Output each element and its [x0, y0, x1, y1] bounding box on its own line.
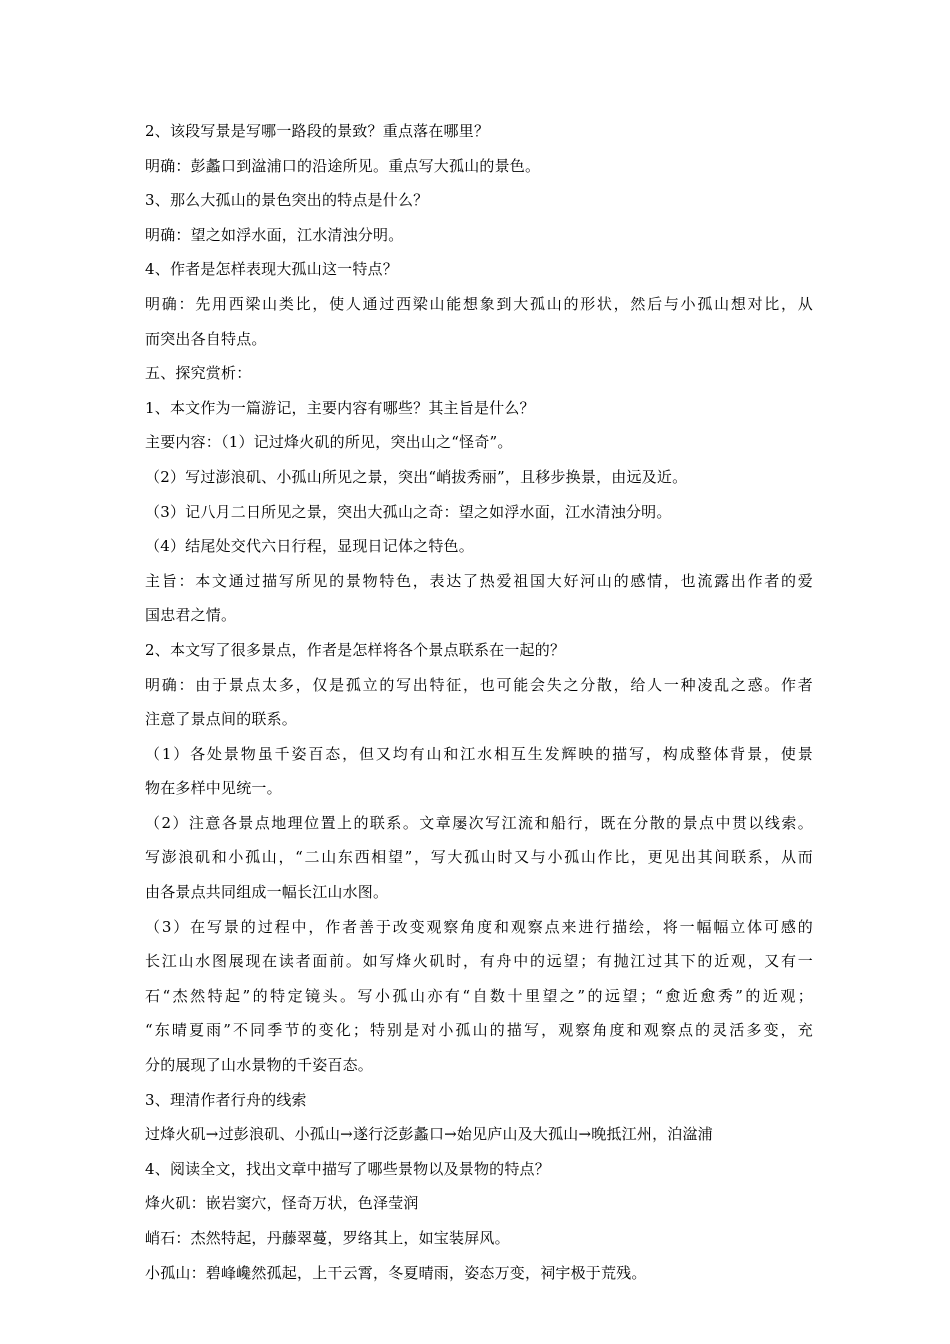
- text-line: 长江山水图展现在读者面前。如写烽火矶时，有舟中的远望；有抛江过其下的近观，又有一: [145, 952, 813, 971]
- text-line: 注意了景点间的联系。: [145, 710, 298, 729]
- text-line: 明确：彭蠡口到湓浦口的沿途所见。重点写大孤山的景色。: [145, 156, 541, 175]
- text-line: （2）注意各景点地理位置上的联系。文章屡次写江流和船行，既在分散的景点中贯以线索。: [145, 813, 813, 832]
- text-line: 而突出各自特点。: [145, 329, 267, 348]
- text-line: 明确：望之如浮水面，江水清浊分明。: [145, 225, 404, 244]
- text-line: 2、本文写了很多景点，作者是怎样将各个景点联系在一起的？: [145, 640, 566, 659]
- text-line: 3、那么大孤山的景色突出的特点是什么？: [145, 191, 429, 210]
- text-line: 4、阅读全文，找出文章中描写了哪些景物以及景物的特点？: [145, 1159, 550, 1178]
- text-line: 1、本文作为一篇游记，主要内容有哪些？其主旨是什么？: [145, 398, 535, 417]
- text-line: 五、探究赏析：: [145, 364, 252, 383]
- text-line: （2）写过澎浪矶、小孤山所见之景，突出“峭拔秀丽”，且移步换景，由远及近。: [145, 467, 688, 486]
- text-line: 明确：由于景点太多，仅是孤立的写出特征，也可能会失之分散，给人一种凌乱之惑。作者: [145, 675, 813, 694]
- text-line: 石“杰然特起”的特定镜头。写小孤山亦有“自数十里望之”的远望；“愈近愈秀”的近观；: [145, 986, 813, 1005]
- text-line: 2、该段写景是写哪一路段的景致？重点落在哪里？: [145, 122, 490, 140]
- text-line: 写澎浪矶和小孤山，“二山东西相望”，写大孤山时又与小孤山作比，更见出其间联系，从而: [145, 848, 813, 867]
- text-line: 由各景点共同组成一幅长江山水图。: [145, 883, 389, 902]
- text-line: （4）结尾处交代六日行程，显现日记体之特色。: [145, 537, 474, 556]
- text-line: 主要内容：（1）记过烽火矶的所见，突出山之“怪奇”。: [145, 433, 513, 452]
- text-line: （3）记八月二日所见之景，突出大孤山之奇：望之如浮水面，江水清浊分明。: [145, 502, 672, 521]
- text-line: 分的展现了山水景物的千姿百态。: [145, 1056, 374, 1075]
- text-line: 3、理清作者行舟的线索: [145, 1090, 307, 1109]
- text-line: 小孤山：碧峰巉然孤起，上干云霄，冬夏晴雨，姿态万变，祠宇极于荒残。: [145, 1263, 647, 1282]
- text-line: 主旨：本文通过描写所见的景物特色，表达了热爱祖国大好河山的感情，也流露出作者的爱: [145, 571, 813, 590]
- text-line: “东晴夏雨”不同季节的变化；特别是对小孤山的描写，观察角度和观察点的灵活多变，充: [145, 1021, 813, 1040]
- text-line: 物在多样中见统一。: [145, 779, 282, 798]
- text-line: （1）各处景物虽千姿百态，但又均有山和江水相互生发辉映的描写，构成整体背景，使景: [145, 744, 813, 763]
- text-line: 峭石：杰然特起，丹藤翠蔓，罗络其上，如宝装屏风。: [145, 1229, 510, 1247]
- document-body: [145, 114, 813, 1290]
- text-line: 明确：先用西梁山类比，使人通过西梁山能想象到大孤山的形状，然后与小孤山想对比，从: [145, 294, 813, 313]
- text-line: 烽火矶：嵌岩窦穴，怪奇万状，色泽莹润: [145, 1194, 419, 1213]
- text-line: 过烽火矶→过彭浪矶、小孤山→遂行泛彭蠡口→始见庐山及大孤山→晚抵江州，泊湓浦: [145, 1125, 713, 1144]
- text-line: 国忠君之情。: [145, 606, 237, 625]
- text-line: （3）在写景的过程中，作者善于改变观察角度和观察点来进行描绘，将一幅幅立体可感的: [145, 917, 813, 936]
- text-line: 4、作者是怎样表现大孤山这一特点？: [145, 260, 398, 279]
